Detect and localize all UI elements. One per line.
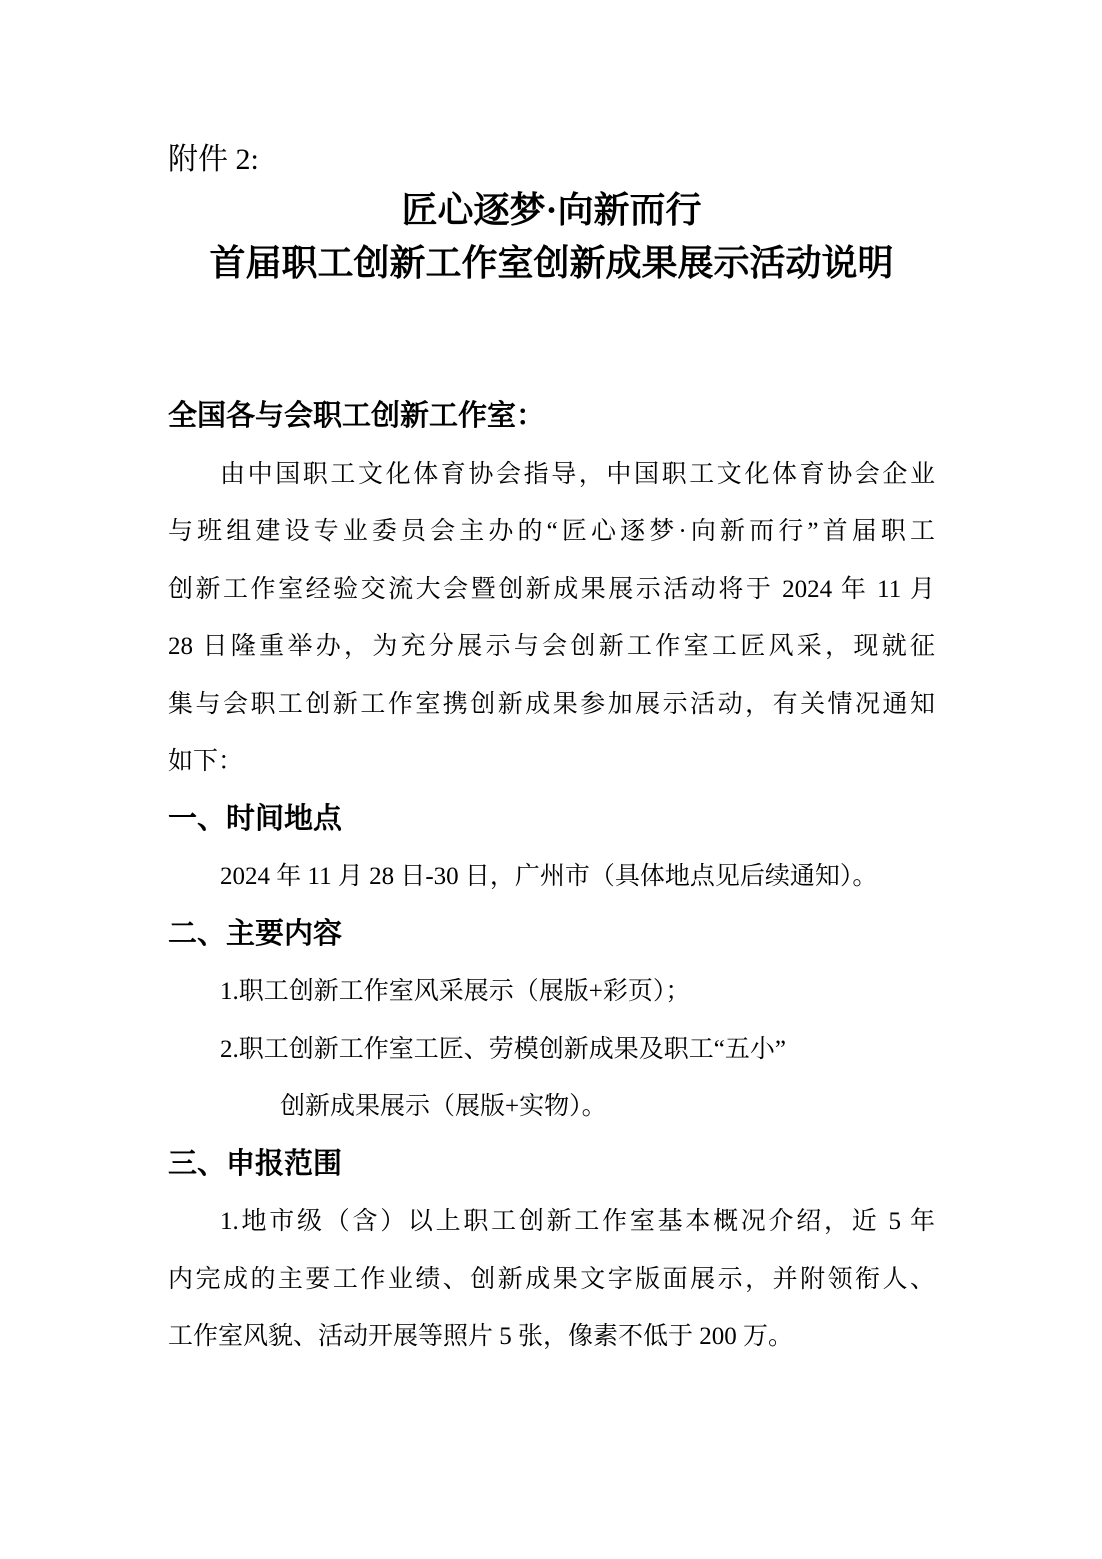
- intro-line: 与班组建设专业委员会主办的“匠心逐梦·向新而行”首届职工: [168, 518, 935, 545]
- content-item-1: 1.职工创新工作室风采展示（展版+彩页）；: [220, 978, 691, 1005]
- attachment-label: 附件 2:: [168, 143, 259, 176]
- salutation: 全国各与会职工创新工作室：: [168, 400, 546, 432]
- scope-line-1: 1.地市级（含）以上职工创新工作室基本概况介绍，近 5 年: [220, 1208, 935, 1235]
- intro-line: 集与会职工创新工作室携创新成果参加展示活动，有关情况通知: [168, 690, 935, 718]
- intro-line: 28 日隆重举办，为充分展示与会创新工作室工匠风采，现就征: [168, 633, 935, 660]
- intro-line: 创新工作室经验交流大会暨创新成果展示活动将于 2024 年 11 月: [168, 575, 935, 603]
- section-heading-application-scope: 三、申报范围: [168, 1147, 343, 1180]
- scope-line-2: 内完成的主要工作业绩、创新成果文字版面展示，并附领衔人、: [168, 1265, 935, 1293]
- intro-line: 如下：: [168, 748, 244, 775]
- intro-line: 由中国职工文化体育协会指导，中国职工文化体育协会企业: [220, 460, 935, 488]
- document-body: [168, 388, 935, 1366]
- scope-line-3: 工作室风貌、活动开展等照片 5 张，像素不低于 200 万。: [168, 1323, 794, 1350]
- document-subtitle: 首届职工创新工作室创新成果展示活动说明: [209, 243, 894, 283]
- content-item-2-line-1: 2.职工创新工作室工匠、劳模创新成果及职工“五小”: [220, 1035, 786, 1063]
- section-heading-main-content: 二、主要内容: [168, 917, 343, 950]
- document-title: 匠心逐梦·向新而行: [401, 190, 702, 230]
- content-item-2-line-2: 创新成果展示（展版+实物）。: [280, 1093, 607, 1120]
- time-location-text: 2024 年 11 月 28 日-30 日，广州市（具体地点见后续通知）。: [220, 863, 878, 890]
- section-heading-time-location: 一、时间地点: [168, 802, 343, 835]
